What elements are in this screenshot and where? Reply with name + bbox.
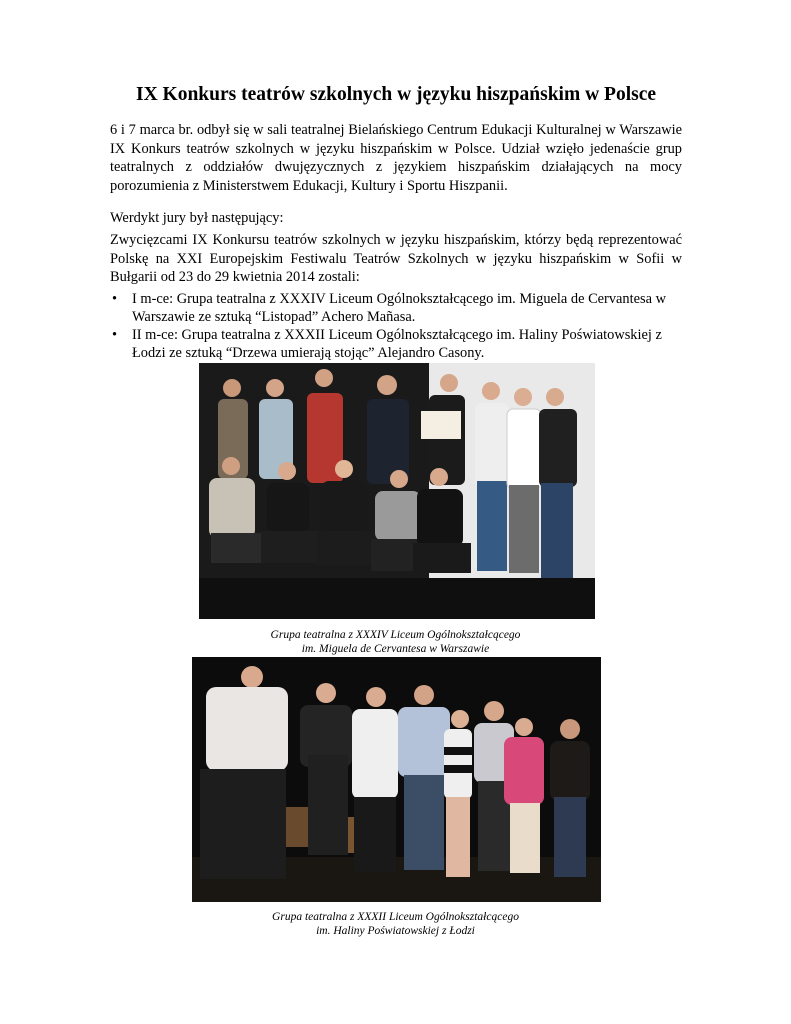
intro-paragraph: 6 i 7 marca br. odbył się w sali teatralnej Bielańskiego Centrum Edukacji Kulturalnej w Warszawie IX Konkurs teatrów szkolnych w języku hiszpańskim w Polsce. Udział wzięło jedenaście grup teatralnych z oddziałów dwujęzycznych z językiem hiszpańskim działających na mocy porozumienia z Ministerstwem Edukacji, Kultury i Sportu Hiszpanii.: [110, 122, 682, 194]
caption-line: im. Haliny Poświatowskiej z Łodzi: [316, 925, 475, 937]
document-title: IX Konkurs teatrów szkolnych w języku hiszpańskim w Polsce: [135, 84, 657, 105]
caption-line: im. Miguela de Cervantesa w Warszawie: [301, 643, 490, 655]
verdict-paragraph: Werdykt jury był następujący:: [110, 210, 284, 226]
bullet-icon: •: [112, 327, 118, 343]
list-item: [110, 290, 682, 326]
prize-first: I m-ce: Grupa teatralna z XXXIV Liceum Ogólnokształcącego im. Miguela de Cervantesa w Warszawie ze sztuką “Listopad” Achero Mañasa.: [132, 291, 666, 325]
prize-list: [110, 290, 682, 362]
group-photo-lodz: [192, 657, 601, 902]
caption-line: Grupa teatralna z XXXIV Liceum Ogólnokształcącego: [270, 629, 521, 641]
photo-caption-warsaw: [0, 628, 791, 656]
group-photo-warsaw: [199, 363, 595, 619]
list-item: [110, 326, 682, 362]
prize-second: II m-ce: Grupa teatralna z XXXII Liceum Ogólnokształcącego im. Haliny Poświatowskiej z Łodzi ze sztuką “Drzewa umierają stojąc” Alejandro Casony.: [132, 327, 662, 361]
winners-paragraph: Zwycięzcami IX Konkursu teatrów szkolnych w języku hiszpańskim, którzy będą reprezentować Polskę na XXI Europejskim Festiwalu Teatrów Szkolnych w języku hiszpańskim w Sofii w Bułgarii od 23 do 29 kwietnia 2014 zostali:: [110, 232, 682, 286]
bullet-icon: •: [112, 291, 118, 307]
photo-caption-lodz: [0, 910, 791, 938]
caption-line: Grupa teatralna z XXXII Liceum Ogólnokształcącego: [272, 911, 519, 923]
